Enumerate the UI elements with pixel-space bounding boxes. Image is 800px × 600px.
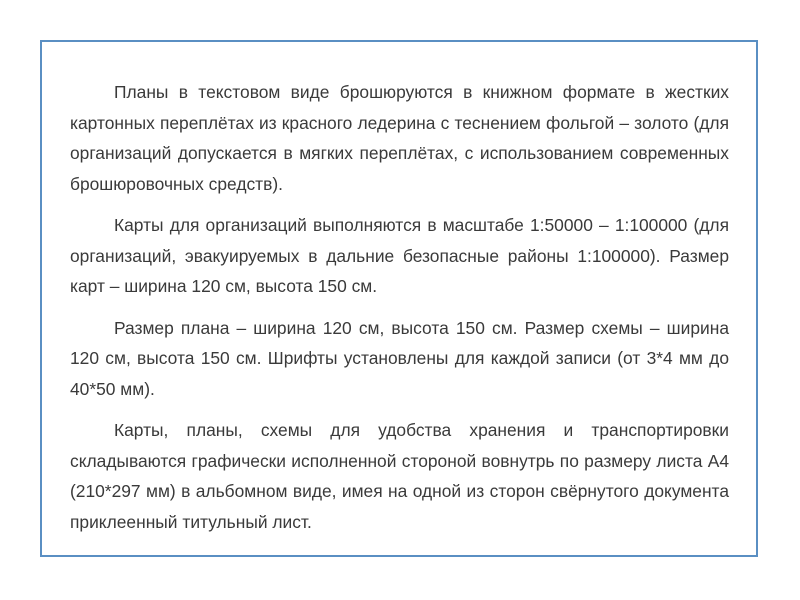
document-body — [70, 77, 729, 548]
paragraph-folding: Карты, планы, схемы для удобства хранения и транспортировки складываются графически исполненной стороной вовнутрь по размеру листа А4 (210*297 мм) в альбомном виде, имея на одной из сторон свёрнутого документа приклеенный титульный лист. — [70, 420, 729, 532]
paragraph-binding-format: Планы в текстовом виде брошюруются в книжном формате в жестких картонных переплётах из красного ледерина с теснением фольгой – золото (для организаций допускается в мягких переплётах, с использованием современных брошюровочных средств). — [70, 82, 729, 194]
paragraph-plan-size: Размер плана – ширина 120 см, высота 150 см. Размер схемы – ширина 120 см, высота 150 см. Шрифты установлены для каждой записи (от 3*4 мм до 40*50 мм). — [70, 317, 729, 399]
paragraph-map-scale: Карты для организаций выполняются в масштабе 1:50000 – 1:100000 (для организаций, эвакуируемых в дальние безопасные районы 1:100000). Размер карт – ширина 120 см, высота 150 см. — [70, 215, 729, 296]
